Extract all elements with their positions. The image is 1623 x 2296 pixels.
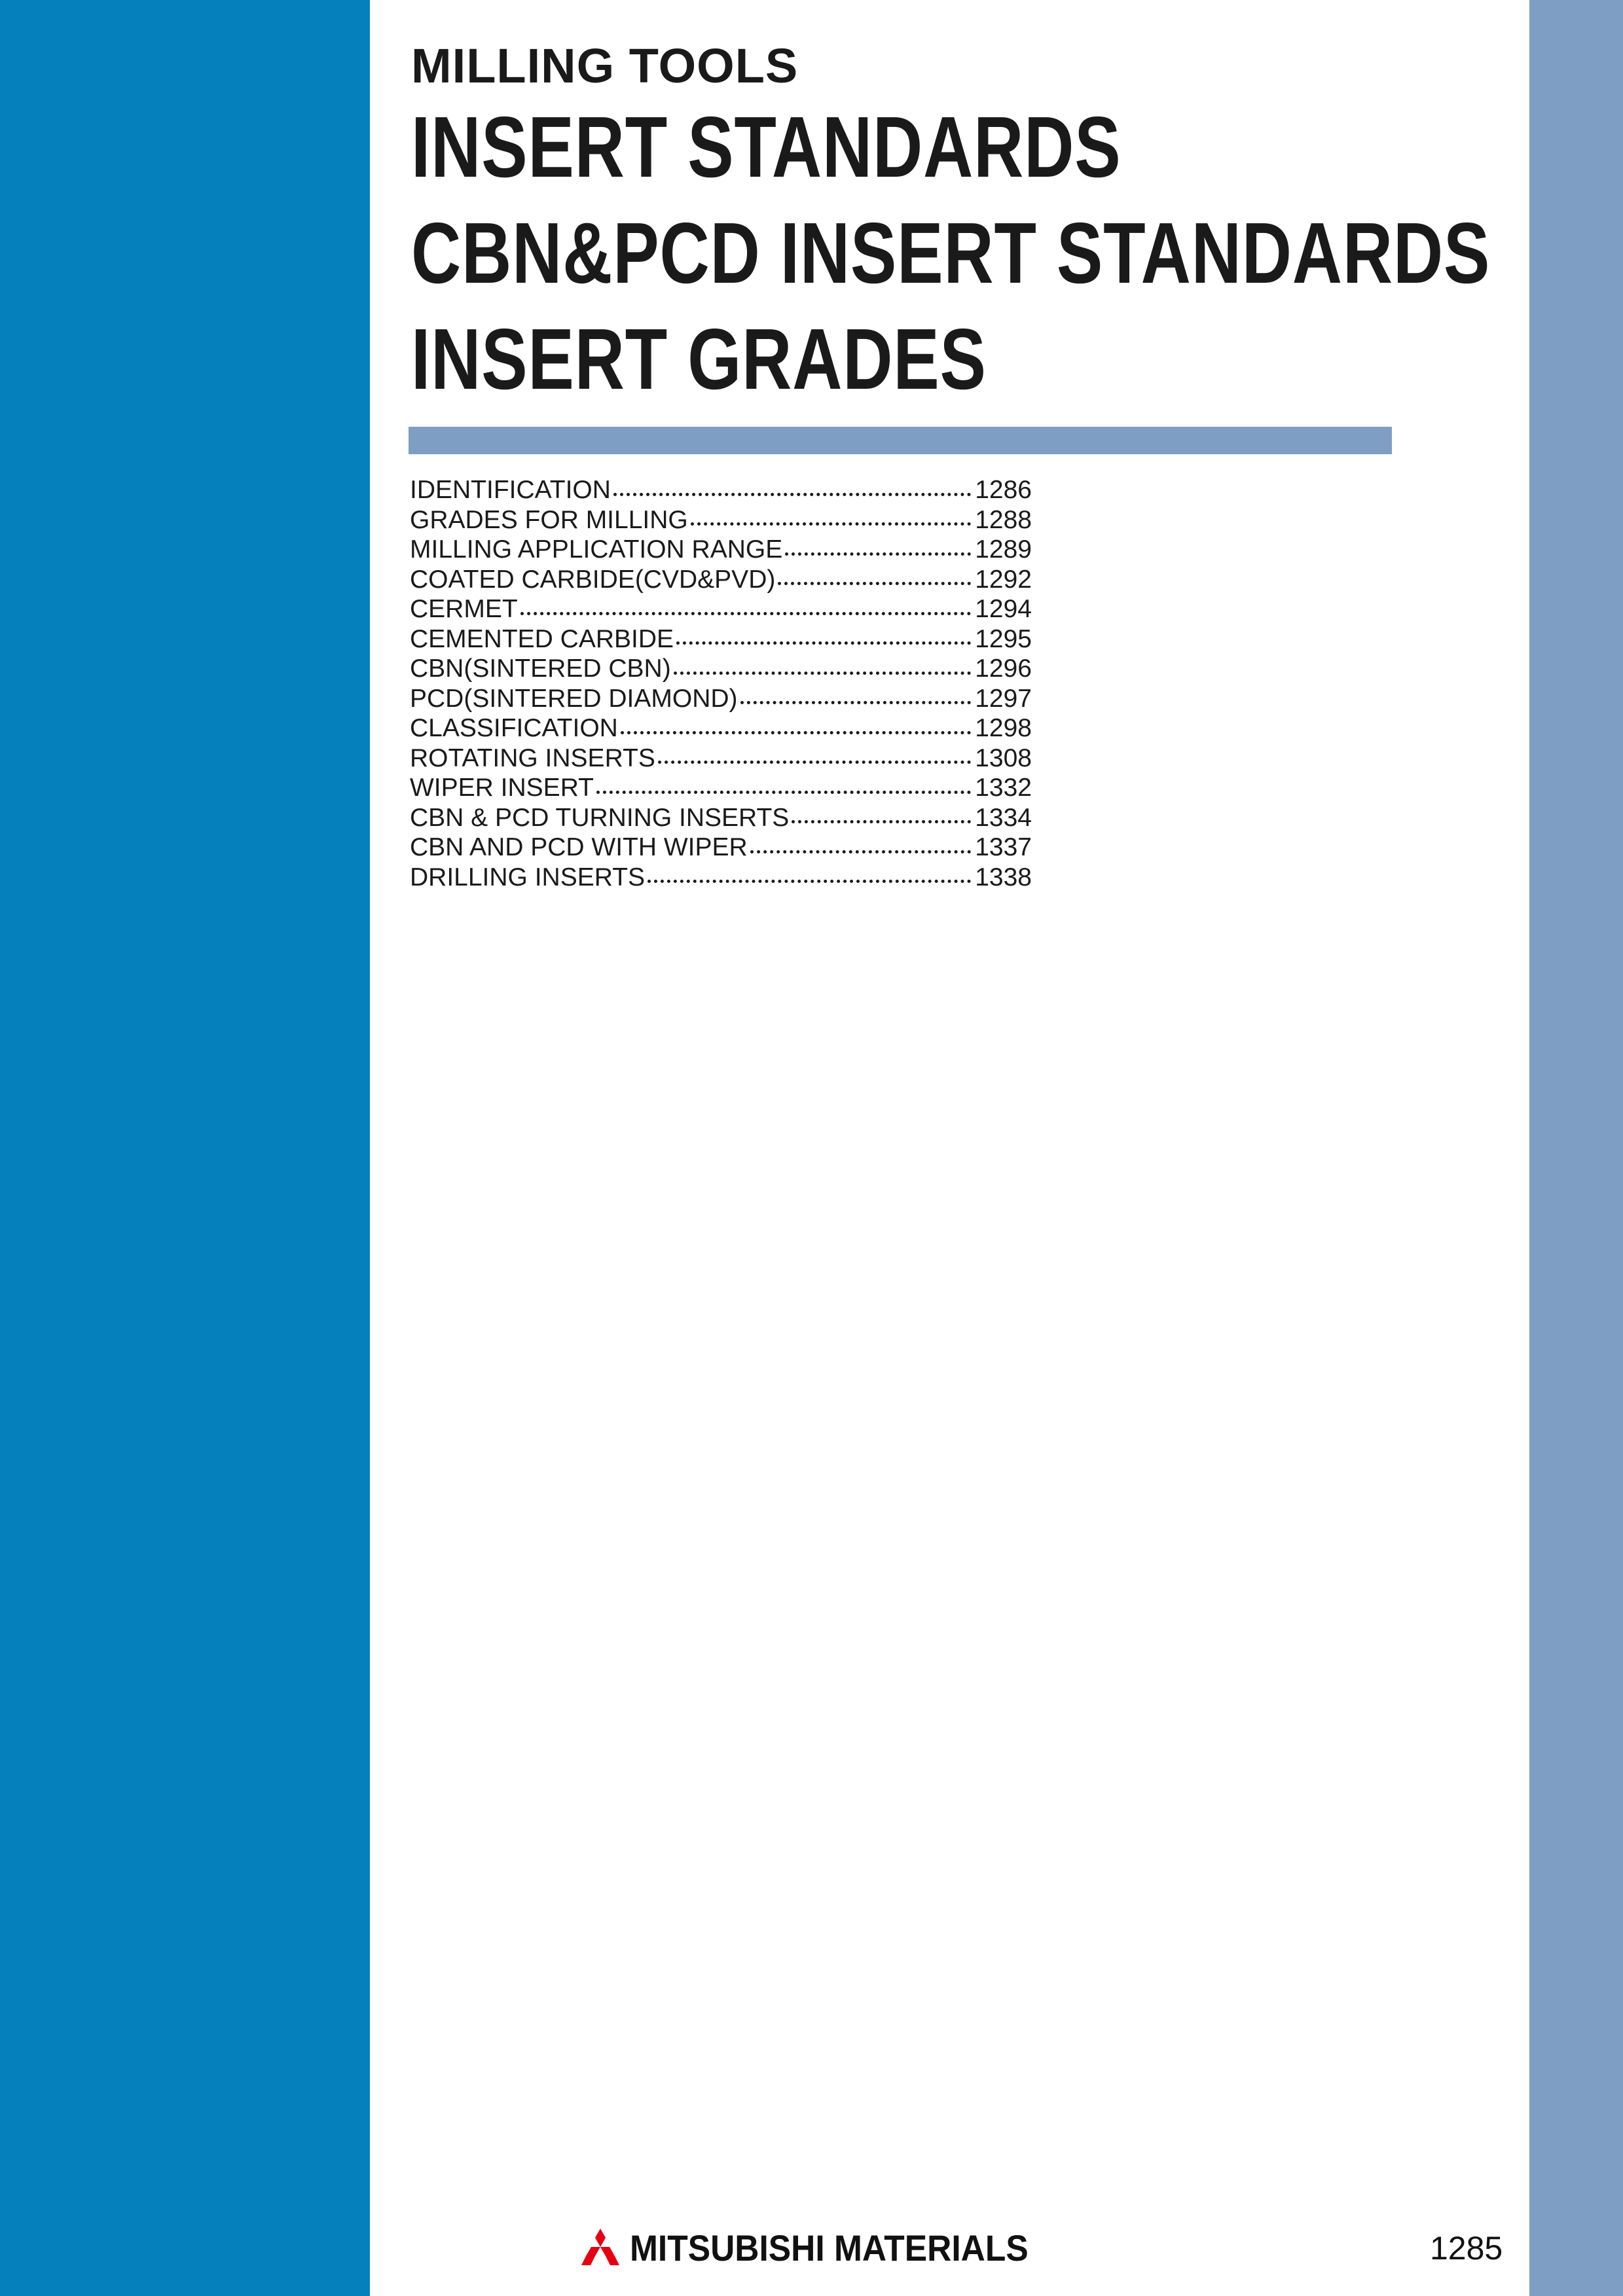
toc-entry-page: 1286 (975, 476, 1032, 504)
toc-leader-dots (785, 552, 971, 556)
toc-entry[interactable] (410, 535, 1032, 565)
toc-entry-label: DRILLING INSERTS (410, 863, 646, 891)
toc-leader-dots (792, 820, 971, 823)
brand-name: MITSUBISHI MATERIALS (630, 2227, 1029, 2269)
toc-entry-label: CEMENTED CARBIDE (410, 624, 674, 653)
right-color-band (1529, 0, 1623, 2296)
toc-entry-page: 1338 (975, 863, 1032, 891)
toc-entry-page: 1288 (975, 505, 1032, 534)
toc-leader-dots (750, 850, 972, 853)
toc-leader-dots (621, 731, 971, 734)
toc-entry[interactable] (410, 624, 1032, 655)
page-title-line-2: CBN&PCD INSERT STANDARDS (411, 205, 1491, 301)
toc-entry[interactable] (410, 684, 1032, 714)
brand-logo (580, 2228, 1063, 2267)
toc-entry-label: PCD(SINTERED DIAMOND) (410, 684, 738, 713)
header-divider (409, 427, 1392, 454)
toc-entry-label: COATED CARBIDE(CVD&PVD) (410, 565, 776, 594)
toc-leader-dots (676, 641, 971, 645)
toc-entry-page: 1308 (975, 744, 1032, 772)
toc-leader-dots (740, 701, 972, 704)
toc-entry-label: CERMET (410, 595, 518, 623)
toc-leader-dots (691, 522, 972, 526)
toc-entry-page: 1294 (975, 595, 1032, 623)
toc-entry-page: 1297 (975, 684, 1032, 713)
toc-entry-page: 1296 (975, 655, 1032, 683)
toc-leader-dots (613, 493, 971, 496)
section-subtitle: MILLING TOOLS (411, 39, 799, 93)
page-header (411, 38, 1491, 412)
toc-entry-label: CBN & PCD TURNING INSERTS (410, 803, 790, 832)
toc-entry-page: 1289 (975, 535, 1032, 564)
toc-entry-label: CBN AND PCD WITH WIPER (410, 833, 748, 861)
toc-leader-dots (596, 791, 971, 794)
page-title-line-1: INSERT STANDARDS (411, 99, 1122, 195)
toc-leader-dots (658, 761, 971, 764)
page-title-line-3: INSERT GRADES (411, 311, 987, 407)
toc-entry[interactable] (410, 654, 1032, 684)
toc-entry[interactable] (410, 565, 1032, 595)
toc-entry[interactable] (410, 803, 1032, 833)
toc-leader-dots (520, 612, 972, 615)
left-color-band (0, 0, 370, 2296)
toc-entry-label: IDENTIFICATION (410, 476, 611, 504)
toc-entry-page: 1292 (975, 565, 1032, 594)
table-of-contents (410, 475, 1032, 892)
toc-entry-page: 1334 (975, 803, 1032, 832)
toc-leader-dots (647, 880, 971, 883)
toc-entry[interactable] (410, 744, 1032, 774)
toc-entry[interactable] (410, 833, 1032, 863)
toc-entry[interactable] (410, 863, 1032, 893)
toc-entry-label: CLASSIFICATION (410, 714, 618, 742)
toc-entry[interactable] (410, 773, 1032, 803)
toc-entry-label: ROTATING INSERTS (410, 744, 655, 772)
three-diamonds-icon (580, 2229, 621, 2267)
toc-entry-label: MILLING APPLICATION RANGE (410, 535, 783, 564)
toc-leader-dots (778, 582, 971, 585)
toc-entry-label: GRADES FOR MILLING (410, 505, 688, 534)
toc-entry-page: 1295 (975, 624, 1032, 653)
toc-entry-label: CBN(SINTERED CBN) (410, 655, 671, 683)
toc-entry-page: 1337 (975, 833, 1032, 861)
toc-entry-page: 1298 (975, 714, 1032, 742)
toc-entry[interactable] (410, 594, 1032, 624)
toc-entry-page: 1332 (975, 774, 1032, 802)
toc-leader-dots (674, 672, 972, 675)
toc-entry[interactable] (410, 505, 1032, 535)
toc-entry-label: WIPER INSERT (410, 774, 594, 802)
toc-entry[interactable] (410, 475, 1032, 505)
toc-entry[interactable] (410, 713, 1032, 744)
page-number: 1285 (1430, 2230, 1503, 2267)
